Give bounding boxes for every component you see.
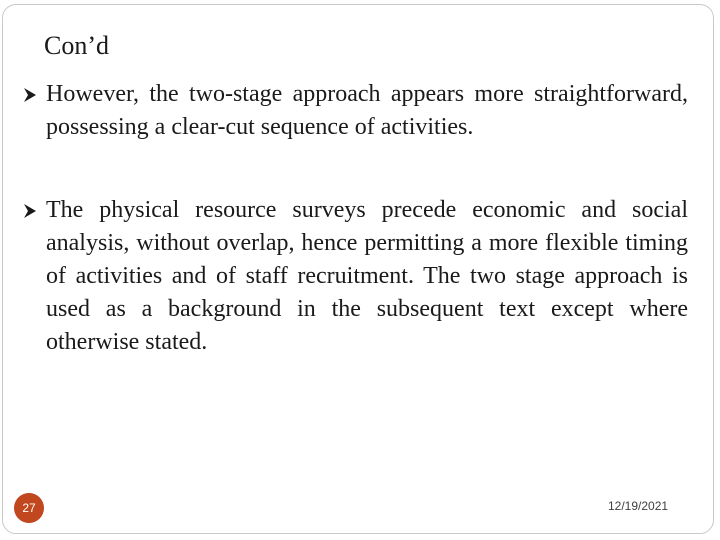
arrow-bullet-icon [22,203,38,219]
bullet-text: The physical resource surveys precede economic and social analysis, without overlap, hence permitting a more flexible timing of activities and of staff recruitment. The two stage approach is used as a background in the subsequent text except where otherwise stated. [46,197,688,355]
bullet-item [22,194,688,359]
slide-date: 12/19/2021 [608,499,669,513]
bullet-text: However, the two-stage approach appears more straightforward, possessing a clear-cut sequence of activities. [46,81,688,140]
slide-title: Con’d [44,31,109,60]
page-number-badge: 27 [14,493,44,523]
slide-content [22,78,688,409]
bullet-item [22,78,688,144]
arrow-bullet-icon [22,87,38,103]
